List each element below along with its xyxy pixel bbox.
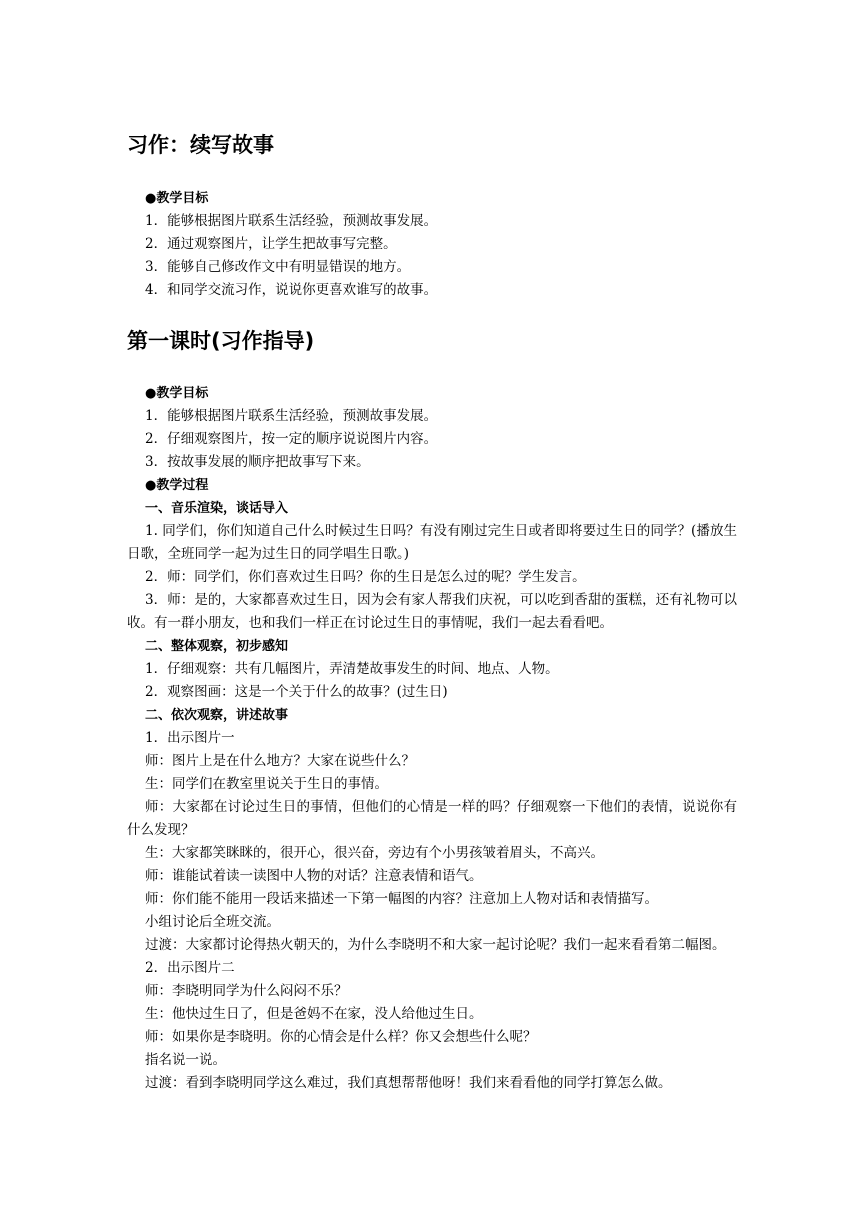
- paragraph: 师：谁能试着读一读图中人物的对话？注意表情和语气。: [145, 868, 483, 884]
- paragraph: 1. 同学们，你们知道自己什么时候过生日吗？有没有刚过完生日或者即将要过生日的同学？(播放生日歌，全班同学一起为过生日的同学唱生日歌。): [127, 523, 737, 562]
- process-heading: ●教学过程: [145, 478, 209, 493]
- paragraph: 生：大家都笑眯眯的，很开心，很兴奋，旁边有个小男孩皱着眉头，不高兴。: [145, 845, 604, 861]
- lesson-goals-heading: ●教学目标: [145, 386, 209, 401]
- objectives-heading: ●教学目标: [145, 191, 209, 206]
- lesson-body: [127, 382, 737, 1095]
- paragraph: 师：如果你是李晓明。你的心情会是什么样？你又会想些什么呢？: [145, 1029, 537, 1045]
- paragraph: 过渡：大家都讨论得热火朝天的，为什么李晓明不和大家一起讨论呢？我们一起来看看第二幅图。: [145, 937, 726, 953]
- paragraph: 2．出示图片二: [145, 960, 235, 976]
- paragraph: 师：大家都在讨论过生日的事情，但他们的心情是一样的吗？仔细观察一下他们的表情，说说你有什么发现？: [127, 799, 737, 838]
- part2-heading: 二、整体观察，初步感知: [145, 639, 289, 654]
- section-objectives: [127, 187, 737, 302]
- part1-heading: 一、音乐渲染，谈话导入: [145, 501, 289, 516]
- paragraph: 生：他快过生日了，但是爸妈不在家，没人给他过生日。: [145, 1006, 483, 1022]
- lesson-goal-item: 2．仔细观察图片，按一定的顺序说说图片内容。: [145, 431, 438, 447]
- paragraph: 师：图片上是在什么地方？大家在说些什么？: [145, 753, 415, 769]
- paragraph: 1．出示图片一: [145, 730, 235, 746]
- paragraph: 师：你们能不能用一段话来描述一下第一幅图的内容？注意加上人物对话和表情描写。: [145, 891, 658, 907]
- paragraph: 师：李晓明同学为什么闷闷不乐？: [145, 983, 348, 999]
- paragraph: 2．观察图画：这是一个关于什么的故事？(过生日): [145, 684, 448, 700]
- part3-heading: 二、依次观察，讲述故事: [145, 708, 289, 723]
- paragraph: 2．师：同学们，你们喜欢过生日吗？你的生日是怎么过的呢？学生发言。: [145, 569, 586, 585]
- paragraph: 指名说一说。: [145, 1052, 226, 1068]
- paragraph: 过渡：看到李晓明同学这么难过，我们真想帮帮他呀！我们来看看他的同学打算怎么做。: [145, 1075, 672, 1091]
- lesson-goal-item: 3．按故事发展的顺序把故事写下来。: [145, 454, 370, 470]
- paragraph: 生：同学们在教室里说关于生日的事情。: [145, 776, 388, 792]
- lesson-title: 第一课时(习作指导): [127, 329, 315, 353]
- document-title: 习作：续写故事: [127, 133, 274, 157]
- lesson-goal-item: 1．能够根据图片联系生活经验，预测故事发展。: [145, 408, 438, 424]
- objective-item: 2．通过观察图片，让学生把故事写完整。: [145, 236, 397, 252]
- objective-item: 1．能够根据图片联系生活经验，预测故事发展。: [145, 213, 438, 229]
- objective-item: 3．能够自己修改作文中有明显错误的地方。: [145, 259, 411, 275]
- paragraph: 小组讨论后全班交流。: [145, 914, 280, 930]
- paragraph: 3．师：是的，大家都喜欢过生日，因为会有家人帮我们庆祝，可以吃到香甜的蛋糕，还有礼物可以收。有一群小朋友，也和我们一样正在讨论过生日的事情呢，我们一起去看看吧。: [127, 592, 737, 631]
- paragraph: 1．仔细观察：共有几幅图片，弄清楚故事发生的时间、地点、人物。: [145, 661, 559, 677]
- objective-item: 4．和同学交流习作，说说你更喜欢谁写的故事。: [145, 282, 438, 298]
